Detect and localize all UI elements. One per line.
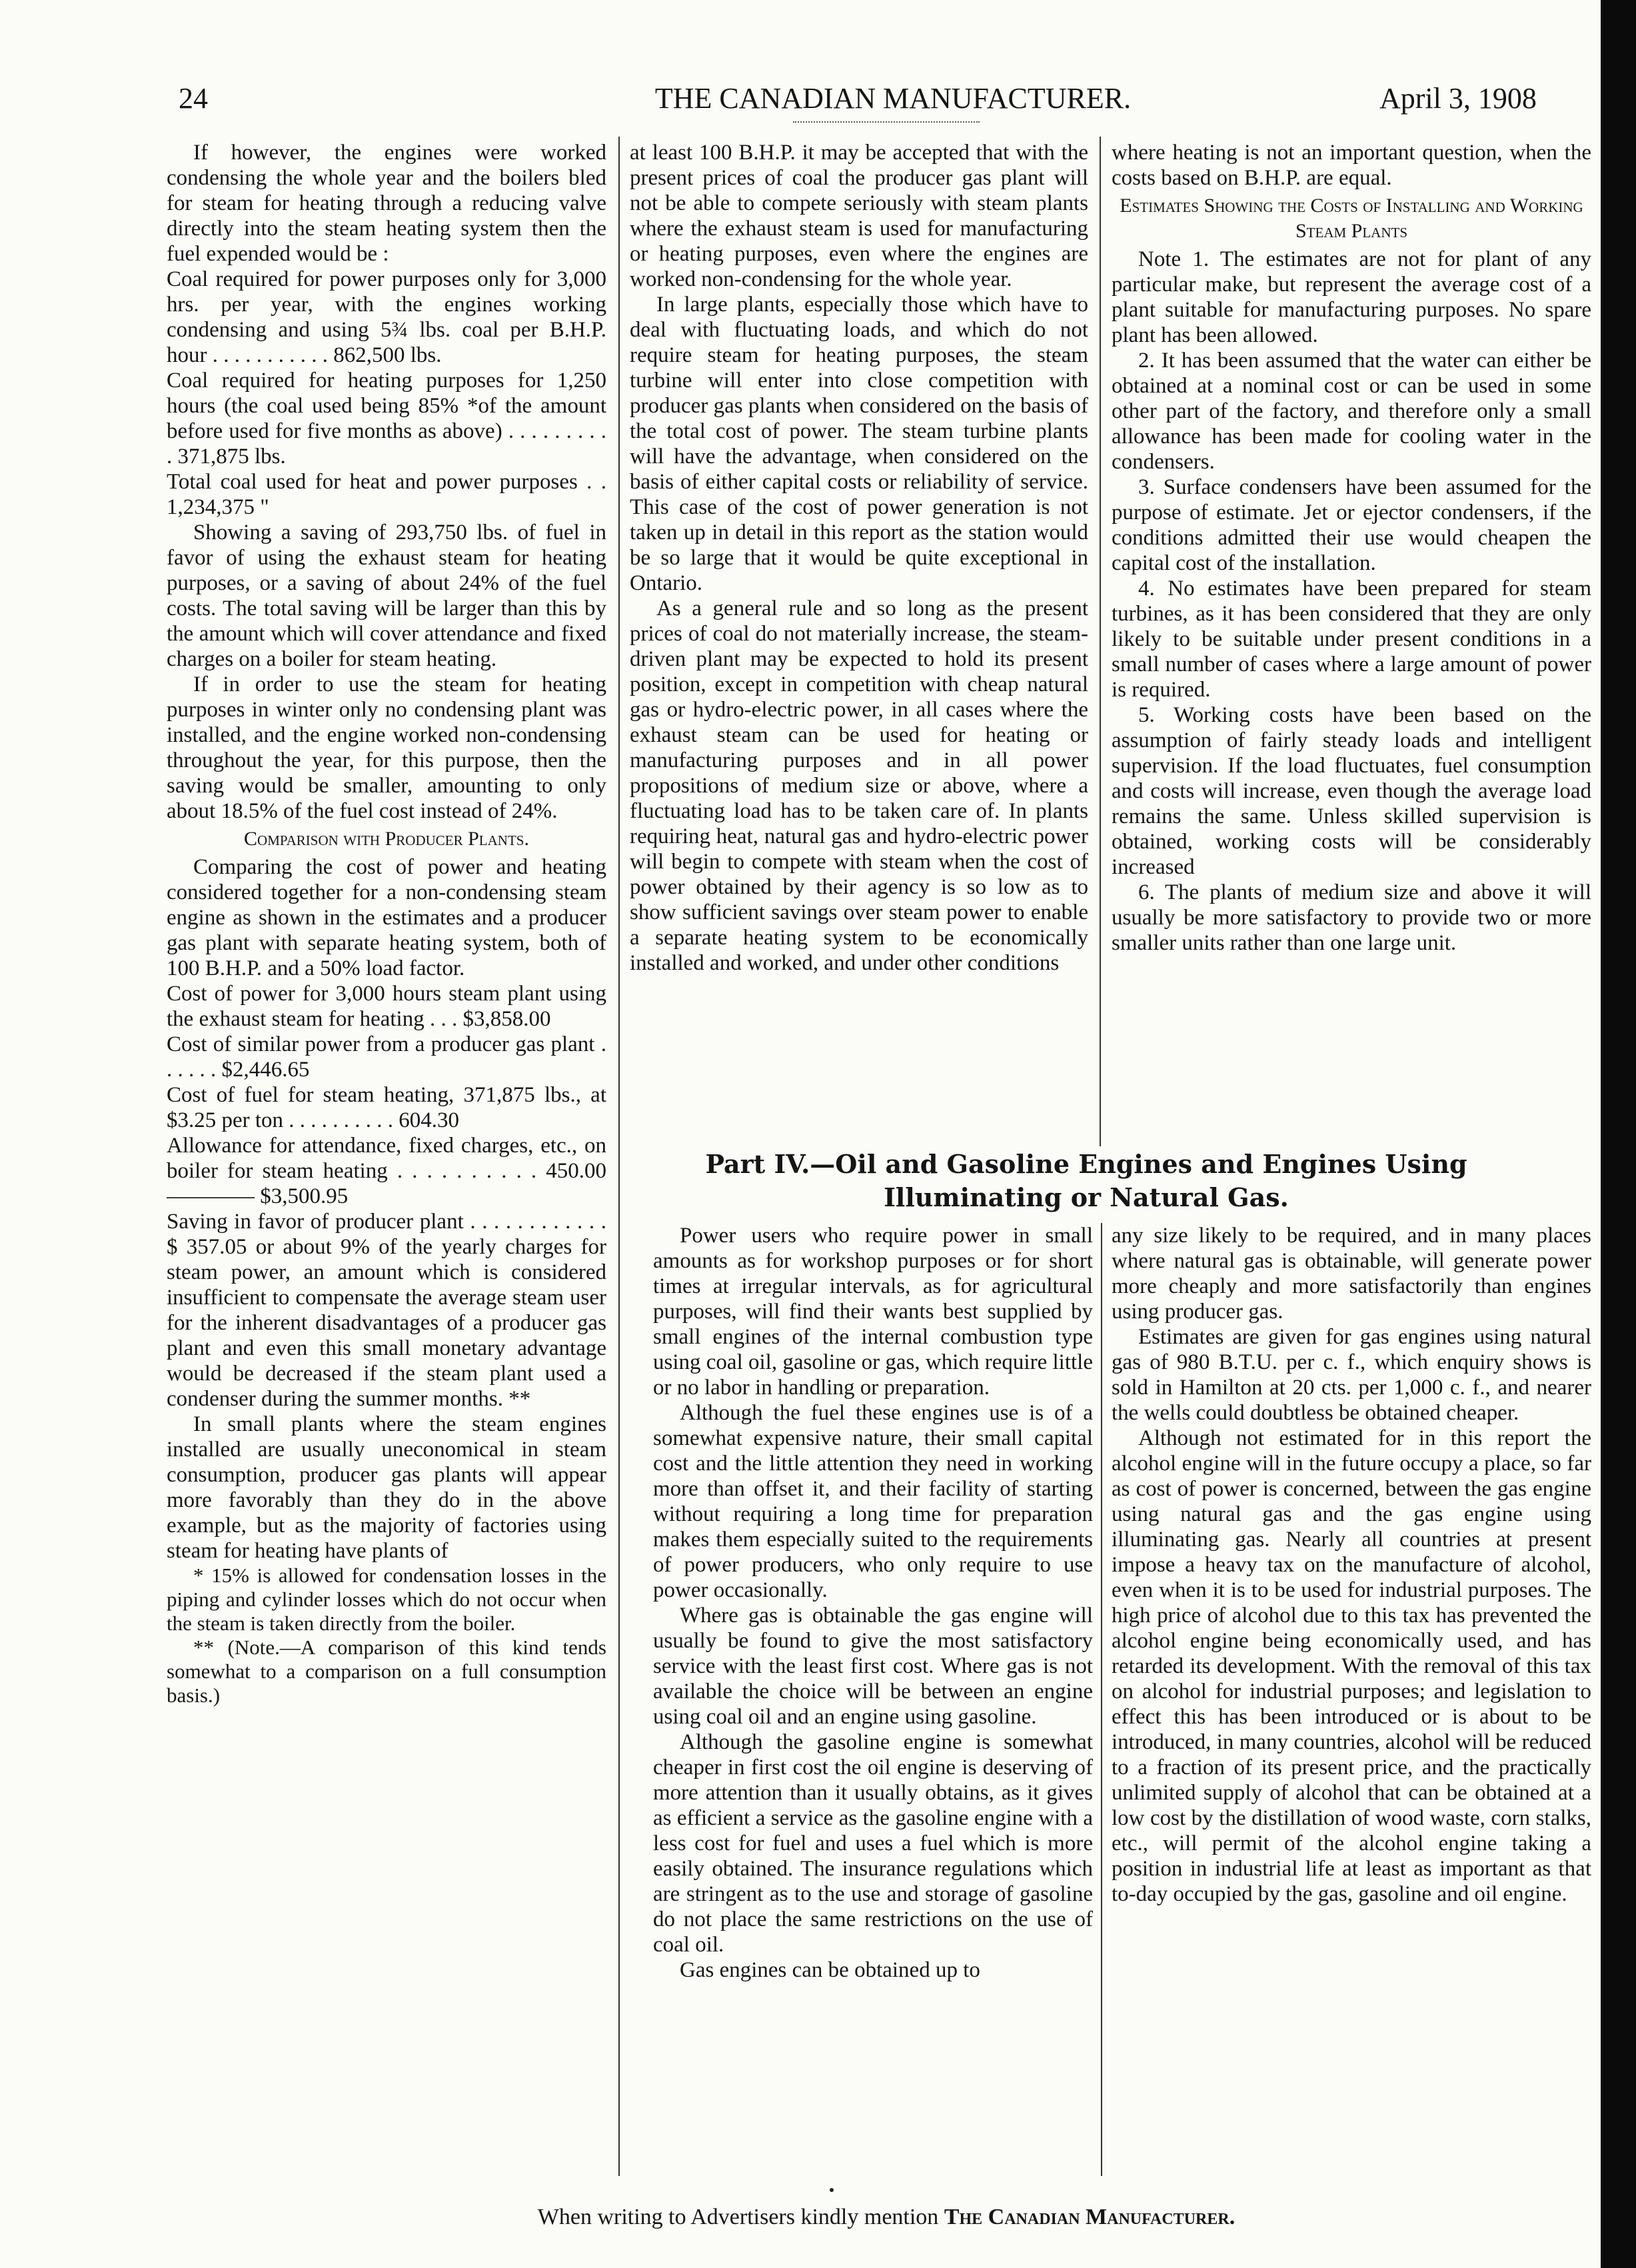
column-rule	[1100, 137, 1101, 1146]
cost-line: Cost of power for 3,000 hours steam plant using the exhaust steam for heating . . . $3,858.00	[167, 982, 606, 1031]
paragraph: In small plants where the steam engines installed are usually uneconomical in steam consumption, producer gas plants will appear more favorably than they do in the above example, but as the majority of factories using steam for heating have plants of	[167, 1412, 606, 1563]
part-iv-column-right	[1112, 1223, 1591, 2176]
paragraph: If however, the engines were worked condensing the whole year and the boilers bled for steam for heating through a reducing valve directly into the steam heating system then the fuel expended would be :	[167, 141, 606, 266]
section-heading: Estimates Showing the Costs of Installing and Working Steam Plants	[1120, 195, 1583, 242]
publication-title: THE CANADIAN MANUFACTURER.	[654, 82, 1132, 115]
paragraph: Where gas is obtainable the gas engine will usually be found to give the most satisfactory service with the least first cost. Where gas is not available the choice will be between an engine using coal oil and an engine using gasoline.	[653, 1604, 1093, 1729]
heading-line: Illuminating or Natural Gas.	[884, 1182, 1289, 1212]
footer-publication: The Canadian Manufacturer.	[944, 2205, 1235, 2229]
paragraph: Although the gasoline engine is somewhat cheaper in first cost the oil engine is deserving of more attention than it usually obtains, as it gives as efficient a service as the gasoline engine with a less cost for fuel and uses a fuel which is more easily obtained. The insurance regulations which are stringent as to the use and storage of gasoline do not place the same restrictions on the use of coal oil.	[653, 1730, 1093, 1957]
paragraph: any size likely to be required, and in many places where natural gas is obtainable, will generate power more cheaply and more satisfactorily than engines using producer gas.	[1112, 1224, 1591, 1324]
footnote: * 15% is allowed for condensation losses in the piping and cylinder losses which do not occur when the steam is taken directly from the boiler.	[167, 1564, 606, 1635]
scan-edge	[1601, 0, 1636, 2268]
paragraph: at least 100 B.H.P. it may be accepted that with the present prices of coal the producer gas plant will not be able to compete seriously with steam plants where the exhaust steam is used for manufacturing or heating purposes, even where the engines are worked non-condensing for the whole year.	[630, 141, 1088, 291]
paragraph: where heating is not an important question, when the costs based on B.H.P. are equal.	[1112, 141, 1591, 190]
footnote: ** (Note.—A comparison of this kind tends somewhat to a comparison on a full consumption basis.)	[167, 1636, 606, 1707]
footer-text: When writing to Advertisers kindly mention	[537, 2205, 939, 2229]
cost-line: Allowance for attendance, fixed charges, etc., on boiler for steam heating . . . . . . . . . . 450.00 ———— $3,500.95	[167, 1134, 606, 1208]
paragraph: Although not estimated for in this report the alcohol engine will in the future occupy a place, so far as cost of power is concerned, between the gas engine using natural gas and the gas engine using illuminating gas. Nearly all countries at present impose a heavy tax on the manufacture of alcohol, even when it is to be used for industrial purposes. The high price of alcohol due to this tax has prevented the alcohol engine being economically used, and has retarded its development. With the removal of this tax on alcohol for industrial purposes; and legislation to effect this has been introduced or is about to be introduced, in many countries, alcohol will be reduced to a fraction of its present price, and the practically unlimited supply of alcohol that can be obtained at a low cost by the distillation of wood waste, corn stalks, etc., will permit of the alcohol engine taking a position in industrial life at least as important as that to-day occupied by the gas, gasoline and oil engine.	[1112, 1426, 1591, 1906]
saving-paragraph: Saving in favor of producer plant . . . . . . . . . . . . $ 357.05 or about 9% of the yearly charges for steam power, an amount which is considered insufficient to compensate the average steam user for the inherent disadvantages of a producer gas plant and even this small monetary advantage would be decreased if the steam plant used a condenser during the summer months. **	[167, 1210, 606, 1411]
column-3	[1112, 140, 1591, 1143]
note-item: Note 1. The estimates are not for plant of any particular make, but represent the average cost of a plant suitable for manufacturing purposes. No spare plant has been allowed.	[1112, 247, 1591, 347]
paragraph: Comparing the cost of power and heating considered together for a non-condensing steam engine as shown in the estimates and a producer gas plant with separate heating system, both of 100 B.H.P. and a 50% load factor.	[167, 855, 606, 980]
part-iv-heading	[613, 1148, 1559, 1214]
footer-notice	[373, 2203, 1399, 2232]
section-heading: Comparison with Producer Plants.	[244, 828, 529, 850]
paragraph: Although the fuel these engines use is of a somewhat expensive nature, their small capital cost and the little attention they need in working more than offset it, and their facility of starting without requiring a long time for preparation makes them especially suited to the requirements of power producers, who only require to use power occasionally.	[653, 1401, 1093, 1602]
part-iv-column-left	[653, 1223, 1093, 2176]
paragraph: Estimates are given for gas engines using natural gas of 980 B.T.U. per c. f., which enquiry shows is sold in Hamilton at 20 cts. per 1,000 c. f., and nearer the wells could doubtless be obtained cheaper.	[1112, 1325, 1591, 1425]
paragraph: If in order to use the steam for heating purposes in winter only no condensing plant was installed, and the engine worked non-condensing throughout the year, for this purpose, then the saving would be smaller, amounting to only about 18.5% of the fuel cost instead of 24%.	[167, 672, 606, 823]
column-1	[167, 140, 606, 2176]
column-rule	[1101, 1223, 1102, 2176]
note-item: 5. Working costs have been based on the assumption of fairly steady loads and intelligent supervision. If the load fluctuates, fuel consumption and costs will increase, even though the average load remains the same. Unless skilled supervision is obtained, working costs will be considerably increased	[1112, 703, 1591, 879]
paragraph: Showing a saving of 293,750 lbs. of fuel in favor of using the exhaust steam for heating purposes, or a saving of about 24% of the fuel costs. The total saving will be larger than this by the amount which will cover attendance and fixed charges on a boiler for steam heating.	[167, 521, 606, 671]
note-item: 4. No estimates have been prepared for steam turbines, as it has been considered that they are only likely to be suitable under present conditions in a small number of cases where a large amount of power is required.	[1112, 576, 1591, 702]
cost-line: Cost of similar power from a producer gas plant . . . . . . $2,446.65	[167, 1032, 606, 1082]
paragraph: In large plants, especially those which have to deal with fluctuating loads, and which do not require steam for heating purposes, the steam turbine will enter into close competition with producer gas plants when considered on the basis of the total cost of power. The steam turbine plants will have the advantage, when considered on the basis of either capital costs or reliability of service. This case of the cost of power generation is not taken up in detail in this report as the station would be so large that it would be quite exceptional in Ontario.	[630, 293, 1088, 595]
note-item: 6. The plants of medium size and above it will usually be more satisfactory to provide two or more smaller units rather than one large unit.	[1112, 880, 1591, 955]
total-coal-line: Total coal used for heat and power purposes . . 1,234,375 "	[167, 470, 606, 519]
footer-dot	[830, 2188, 834, 2192]
page-number: 24	[179, 82, 208, 115]
issue-date: April 3, 1908	[1379, 82, 1537, 115]
paragraph: Gas engines can be obtained up to	[680, 1958, 980, 1982]
coal-power-line: Coal required for power purposes only for 3,000 hrs. per year, with the engines working condensing and using 5¾ lbs. coal per B.H.P. hour . . . . . . . . . . . 862,500 lbs.	[167, 267, 606, 367]
paragraph: Power users who require power in small amounts as for workshop purposes or for short times at irregular intervals, as for agricultural purposes, will find their wants best supplied by small engines of the internal combustion type using coal oil, gasoline or gas, which require little or no labor in handling or preparation.	[653, 1224, 1093, 1400]
note-item: 3. Surface condensers have been assumed for the purpose of estimate. Jet or ejector condensers, if the conditions admitted their use would cheapen the capital cost of the installation.	[1112, 475, 1591, 575]
coal-heating-line: Coal required for heating purposes for 1,250 hours (the coal used being 85% *of the amount before used for five months as above) . . . . . . . . . . 371,875 lbs.	[167, 369, 606, 469]
heading-line: Part IV.—Oil and Gasoline Engines and Engines Using	[705, 1149, 1467, 1179]
note-item: 2. It has been assumed that the water can either be obtained at a nominal cost or can be used in some other part of the factory, and therefore only a small allowance has been made for cooling water in the condensers.	[1112, 349, 1591, 474]
cost-line: Cost of fuel for steam heating, 371,875 lbs., at $3.25 per ton . . . . . . . . . . 604.30	[167, 1083, 606, 1132]
column-2	[630, 140, 1088, 1143]
paragraph: As a general rule and so long as the present prices of coal do not materially increase, the steam-driven plant may be expected to hold its present position, except in competition with cheap natural gas or hydro-electric power, in all cases where the exhaust steam can be used for heating or manufacturing purposes and in all power propositions of medium size or above, where a fluctuating load has to be taken care of. In plants requiring heat, natural gas and hydro-electric power will begin to compete with steam when the cost of power obtained by their agency is so low as to show sufficient savings over steam power to enable a separate heating system to be economically installed and worked, and under other conditions	[630, 596, 1088, 975]
header-rule	[793, 121, 980, 123]
